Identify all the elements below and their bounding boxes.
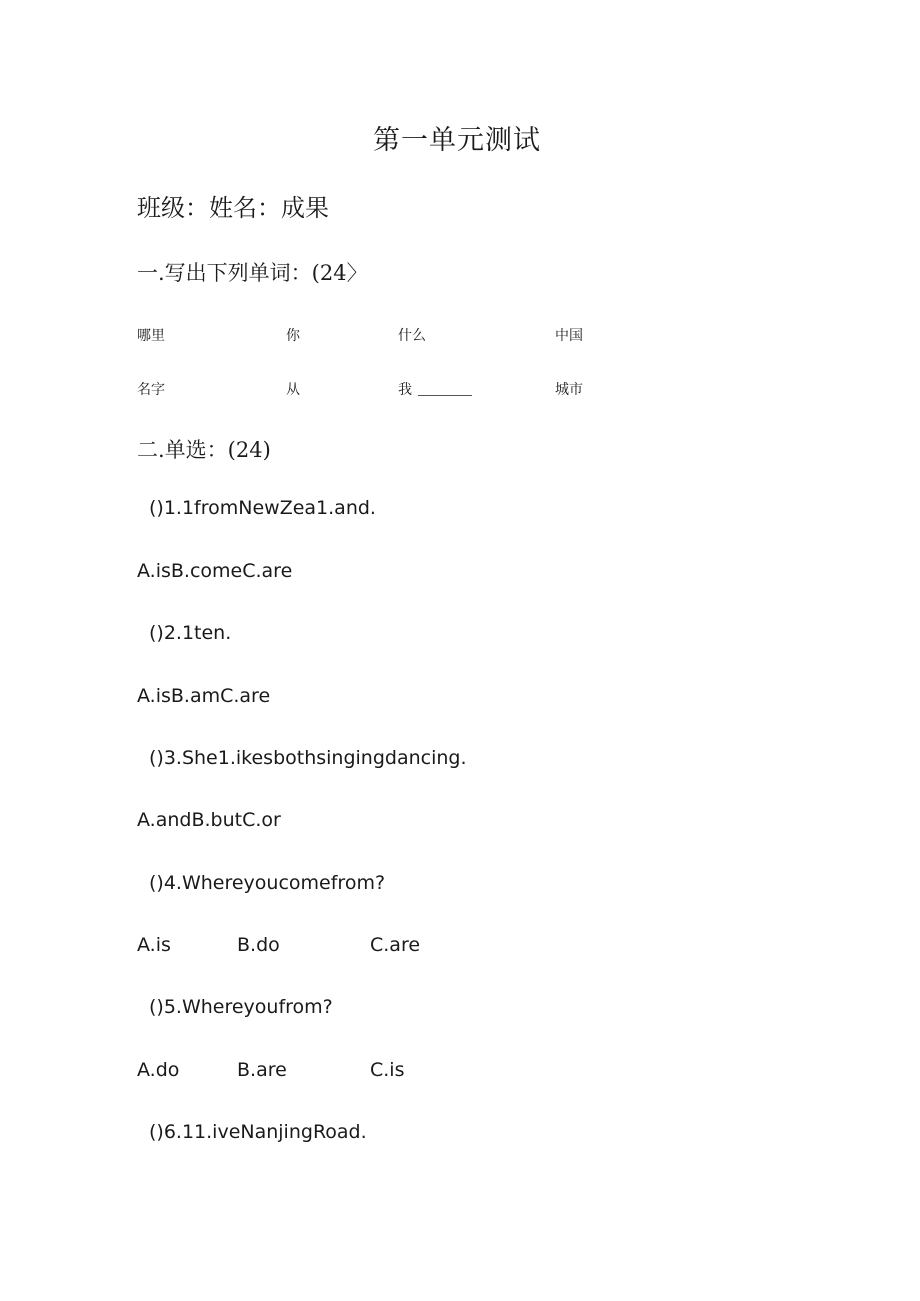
vocab-word: 名字	[137, 382, 165, 398]
vocab-word: 从	[286, 382, 300, 398]
question-stem: ()4.Whereyoucomefrom?	[149, 872, 386, 894]
option-b: B.are	[237, 1059, 287, 1081]
answer-blank[interactable]	[418, 395, 472, 396]
option-c: C.are	[370, 934, 421, 956]
vocab-word: 城市	[555, 382, 583, 398]
option-b: B.do	[237, 934, 280, 956]
question-stem: ()5.Whereyoufrom?	[149, 996, 333, 1018]
option-a: A.is	[137, 934, 171, 956]
section2-heading: 二.单选：(24)	[137, 438, 271, 462]
question-stem: ()6.11.iveNanjingRoad.	[149, 1121, 367, 1143]
class-name-score-line: 班级：姓名：成果	[137, 194, 329, 222]
question-options: A.andB.butC.or	[137, 809, 281, 831]
section1-heading: 一.写出下列单词：(24〉	[137, 261, 368, 285]
question-stem: ()2.1ten.	[149, 622, 232, 644]
vocab-word: 哪里	[137, 328, 165, 344]
page-title: 第一单元测试	[373, 125, 541, 156]
option-a: A.do	[137, 1059, 180, 1081]
vocab-word: 什么	[398, 328, 426, 344]
question-stem: ()3.She1.ikesbothsingingdancing.	[149, 747, 467, 769]
vocab-word: 中国	[555, 328, 583, 344]
question-stem: ()1.1fromNewZea1.and.	[149, 497, 376, 519]
option-c: C.is	[370, 1059, 405, 1081]
vocab-word-with-blank	[398, 379, 472, 399]
vocab-word: 我	[398, 382, 412, 398]
question-options: A.isB.amC.are	[137, 685, 271, 707]
vocab-word: 你	[286, 328, 300, 344]
question-options: A.isB.comeC.are	[137, 560, 293, 582]
